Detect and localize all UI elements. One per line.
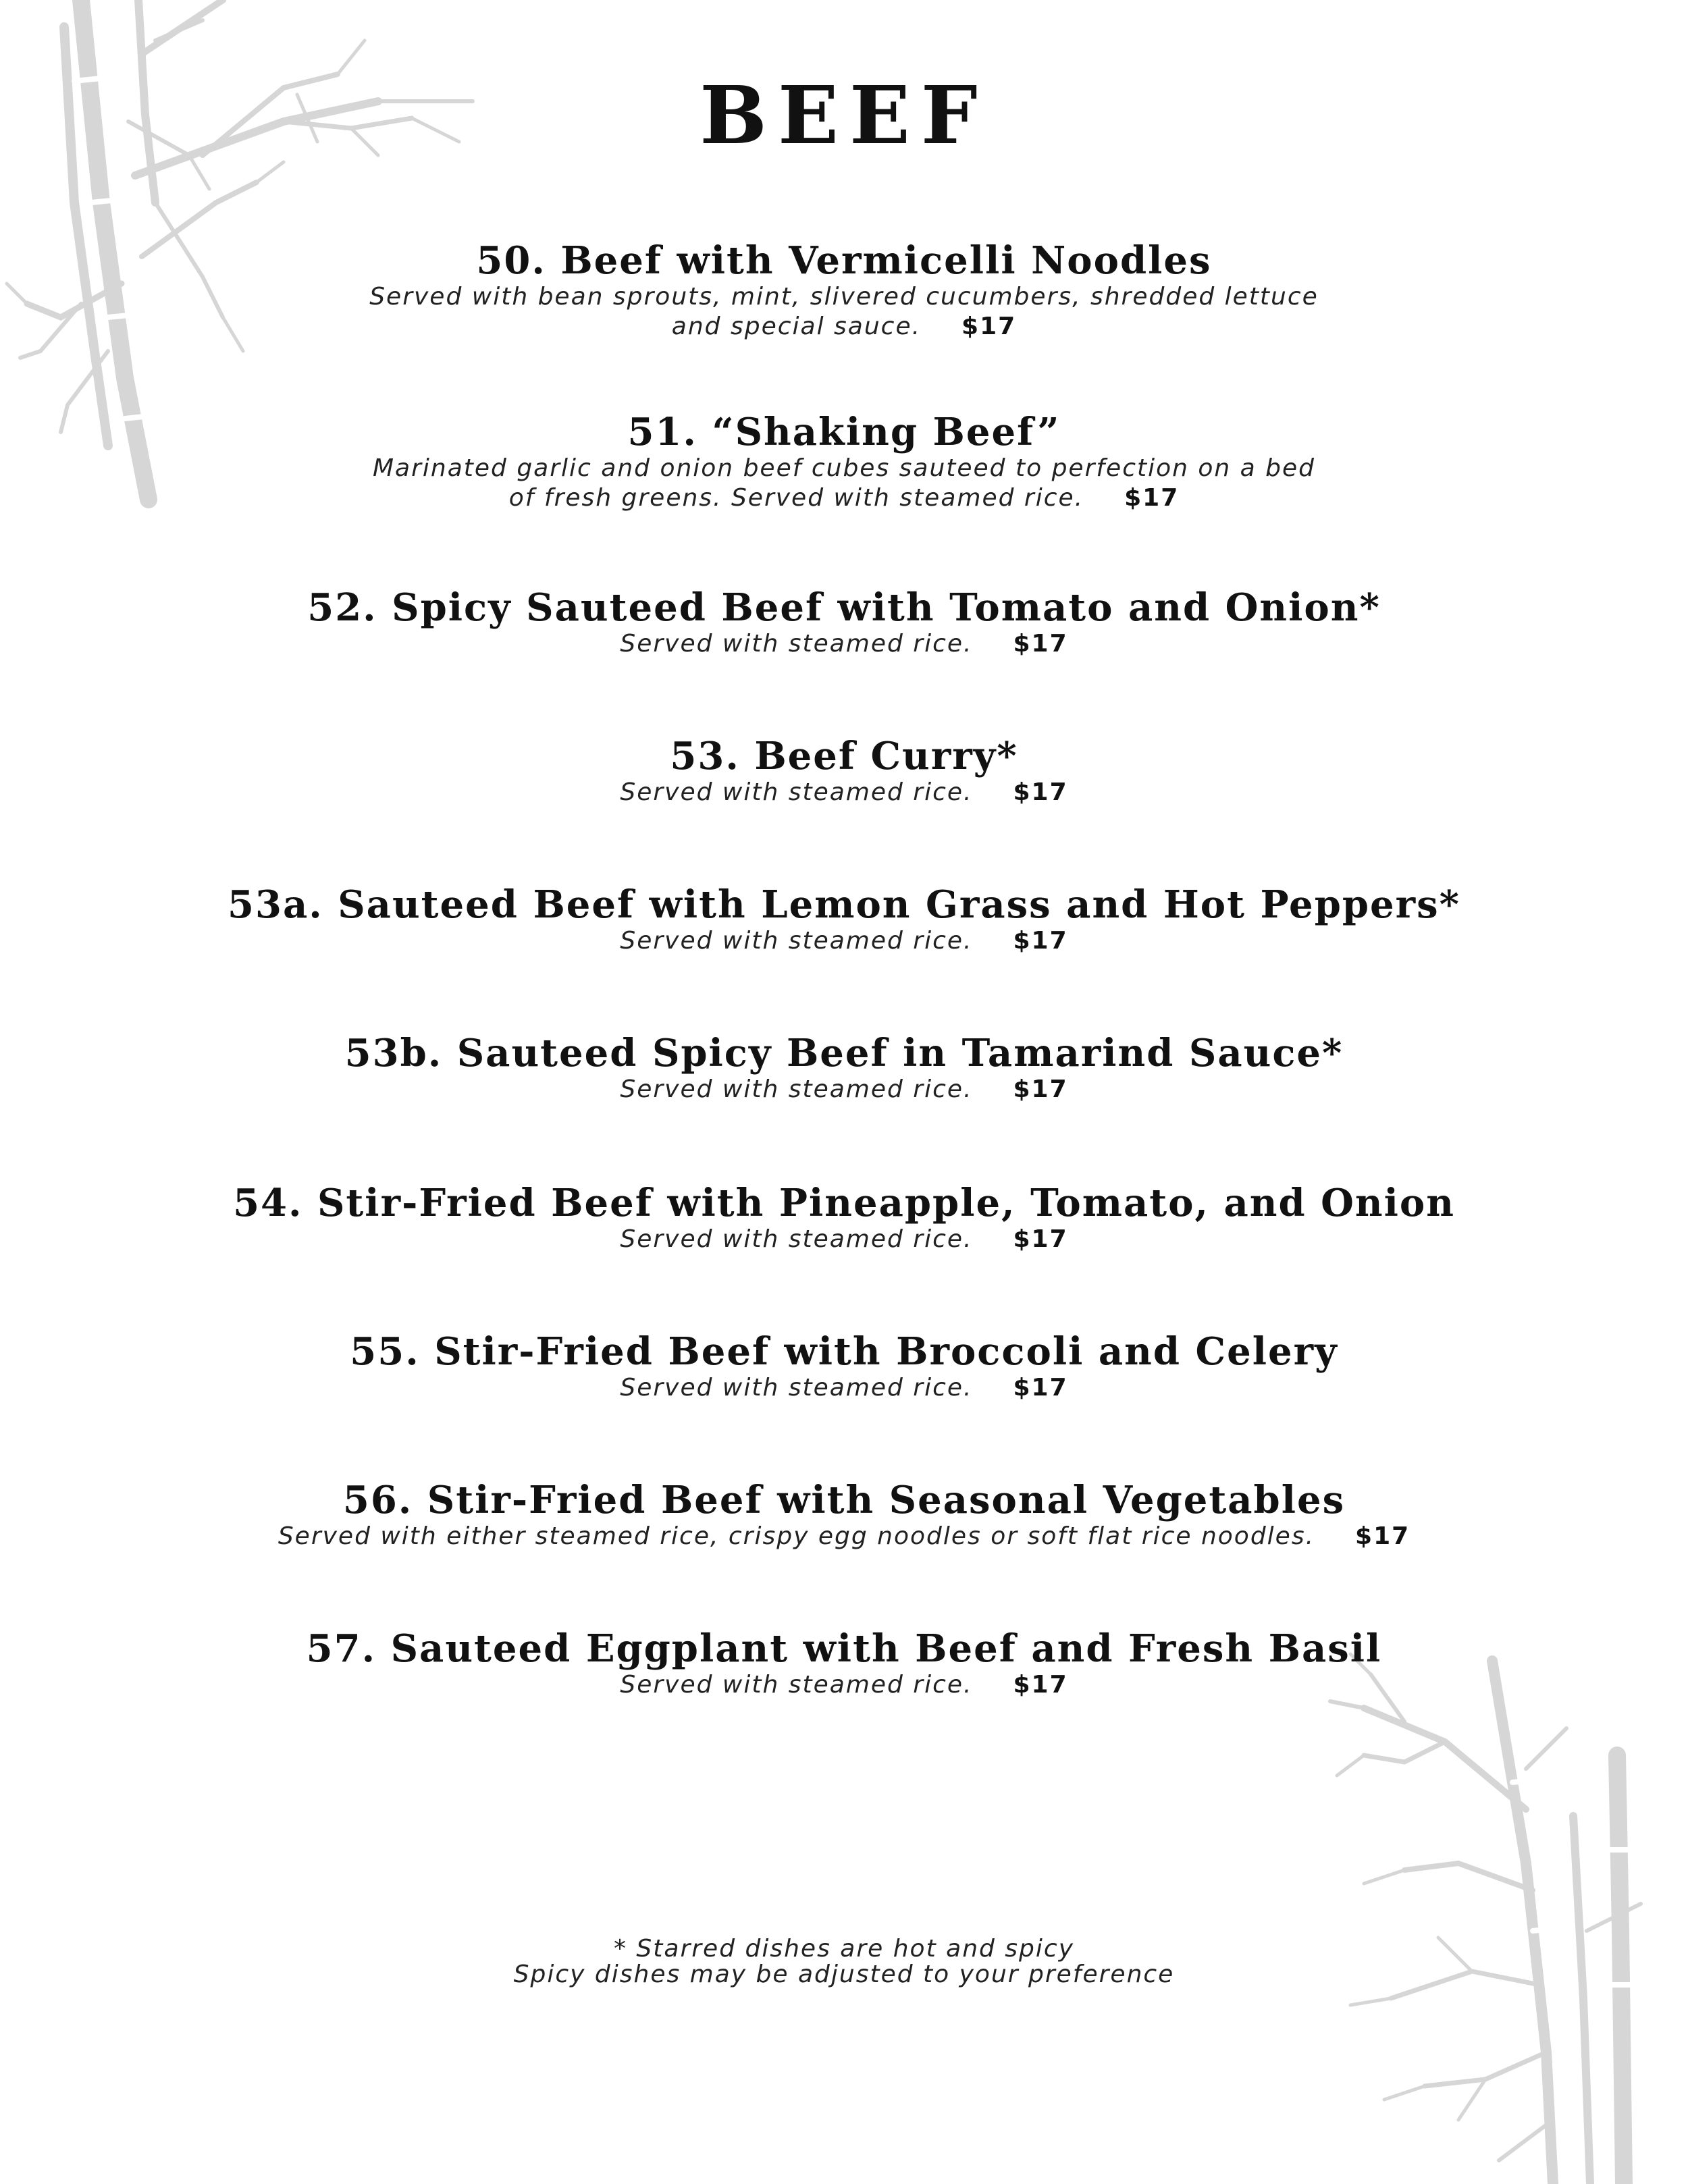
menu-item-description: Served with steamed rice. [620, 1671, 973, 1699]
menu-item-description: Served with either steamed rice, crispy egg noodles or soft flat rice noodles. [278, 1522, 1315, 1550]
menu-item-name: 51. “Shaking Beef” [627, 410, 1061, 454]
menu-item-description [0, 1225, 1688, 1254]
menu-item-name: 50. Beef with Vermicelli Noodles [476, 238, 1212, 283]
menu-item [0, 1479, 1688, 1551]
menu-item [0, 1330, 1688, 1403]
menu-item-description: Served with steamed rice. [620, 1225, 973, 1253]
menu-item-price: $17 [1013, 778, 1068, 806]
menu-item-price: $17 [1013, 1225, 1068, 1253]
menu-item-description [0, 1670, 1688, 1700]
menu-item [0, 1032, 1688, 1104]
menu-item [0, 883, 1688, 956]
page-title: BEEF [700, 68, 988, 162]
menu-item-description: Served with steamed rice. [620, 778, 973, 806]
menu-item-name: 53a. Sauteed Beef with Lemon Grass and Hot Peppers* [228, 882, 1460, 927]
menu-item-price: $17 [1355, 1522, 1410, 1550]
menu-item-price: $17 [1013, 1671, 1068, 1699]
menu-item [0, 239, 1688, 342]
menu-item-description [0, 926, 1688, 956]
footer-note-spicy: * Starred dishes are hot and spicy [613, 1935, 1075, 1963]
menu-item [0, 586, 1688, 659]
menu-item-description [0, 1075, 1688, 1104]
menu-item-description: and special sauce. [671, 313, 922, 340]
menu-item-description [0, 483, 1688, 513]
menu-item-price: $17 [1013, 630, 1068, 658]
menu-item-description [0, 312, 1688, 342]
menu-item-name: 53b. Sauteed Spicy Beef in Tamarind Sauce* [344, 1031, 1344, 1075]
menu-item-description: Served with steamed rice. [620, 1374, 973, 1402]
menu-item-description [0, 778, 1688, 807]
menu-item-price: $17 [961, 313, 1017, 340]
menu-item-price: $17 [1013, 1075, 1068, 1103]
menu-item-description [0, 1522, 1688, 1551]
menu-item-price: $17 [1013, 1374, 1068, 1402]
menu-item-name: 53. Beef Curry* [670, 734, 1018, 778]
menu-item-description: Marinated garlic and onion beef cubes sauteed to perfection on a bed [372, 454, 1316, 482]
menu-item-description: of fresh greens. Served with steamed rice. [508, 484, 1084, 512]
menu-item-description [0, 629, 1688, 659]
menu-item [0, 410, 1688, 513]
menu-item-name: 55. Stir-Fried Beef with Broccoli and Celery [350, 1329, 1338, 1374]
menu-item-description: Served with bean sprouts, mint, slivered cucumbers, shredded lettuce [369, 283, 1319, 311]
menu-item-price: $17 [1124, 484, 1180, 512]
menu-item-name: 57. Sauteed Eggplant with Beef and Fresh Basil [306, 1626, 1382, 1671]
menu-item-name: 52. Spicy Sauteed Beef with Tomato and Onion* [307, 585, 1381, 630]
menu-item [0, 1181, 1688, 1254]
menu-item-name: 54. Stir-Fried Beef with Pineapple, Tomato, and Onion [233, 1181, 1455, 1225]
menu-item-description: Served with steamed rice. [620, 1075, 973, 1103]
menu-item-description: Served with steamed rice. [620, 630, 973, 658]
bamboo-decoration-bottom-right [1323, 1647, 1688, 2184]
menu-item-description: Served with steamed rice. [620, 927, 973, 955]
footer-note [0, 1936, 1688, 1988]
menu-item [0, 735, 1688, 807]
footer-note-adjust: Spicy dishes may be adjusted to your preference [513, 1961, 1175, 1988]
menu-item-description [0, 1373, 1688, 1403]
menu-item-name: 56. Stir-Fried Beef with Seasonal Vegetables [342, 1478, 1346, 1522]
menu-item [0, 1627, 1688, 1700]
menu-item-price: $17 [1013, 927, 1068, 955]
